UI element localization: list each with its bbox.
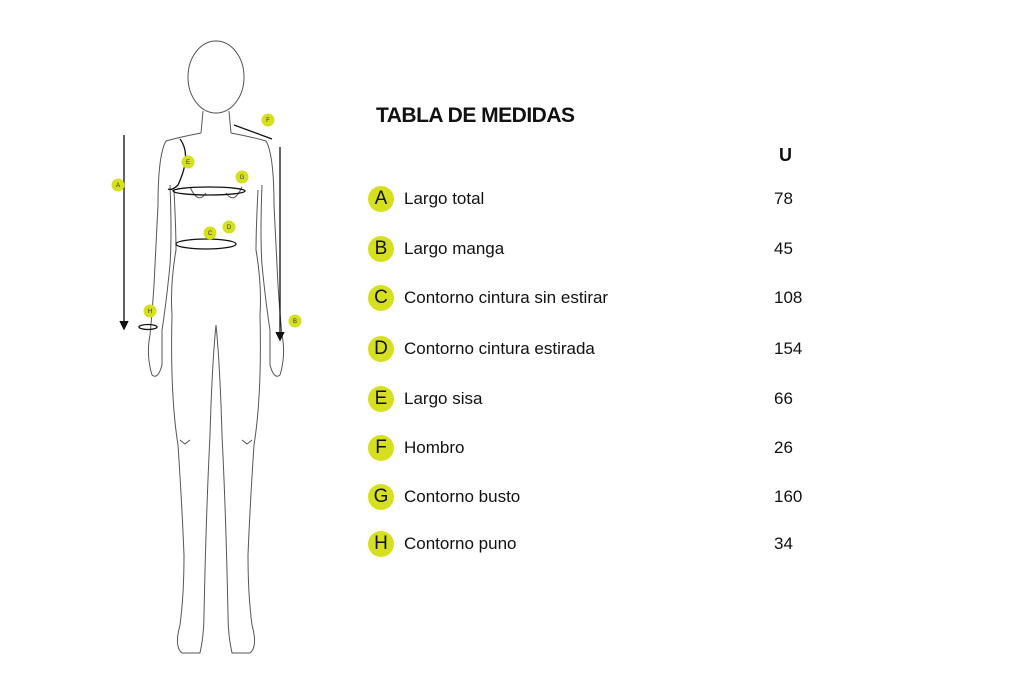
marker-g: G [239,175,245,181]
measurement-letter-badge: H [368,531,394,557]
measurement-row [368,236,828,264]
measurement-label: Contorno puno [404,534,517,553]
measurement-row [368,531,828,559]
measurement-letter-badge: C [368,285,394,311]
measurement-value: 34 [774,534,793,553]
measurement-label: Contorno cintura estirada [404,339,595,358]
measurement-row [368,386,828,414]
measurement-label: Largo sisa [404,389,483,408]
measurement-letter-badge: E [368,386,394,412]
measurement-row [368,336,828,364]
measurement-letter-badge: F [368,435,394,461]
marker-h: H [147,309,153,315]
figure-markers [112,114,302,328]
measurement-value: 66 [774,389,793,408]
measurement-letter-badge: B [368,236,394,262]
measurement-value: 154 [774,339,803,358]
measurement-row [368,484,828,512]
marker-b: B [292,319,298,325]
measurement-value: 78 [774,189,793,208]
body-outline [148,41,283,653]
measurement-label: Hombro [404,438,465,457]
body-measurement-figure [100,35,320,665]
measurement-value: 108 [774,288,803,307]
page-title: TABLA DE MEDIDAS [376,104,575,127]
measurement-row [368,186,828,214]
measurement-label: Contorno cintura sin estirar [404,288,609,307]
marker-c: C [207,231,213,237]
marker-f: F [266,118,270,124]
measurement-row [368,435,828,463]
size-column-header: U [779,145,792,165]
measurement-label: Contorno busto [404,487,521,506]
measurement-letter-badge: G [368,484,394,510]
measurement-value: 45 [774,239,793,258]
measurement-row [368,285,828,313]
measurement-letter-badge: A [368,186,394,212]
marker-d: D [226,225,232,231]
measurement-value: 160 [774,487,803,506]
measurement-label: Largo manga [404,239,505,258]
measurement-label: Largo total [404,189,485,208]
measurement-value: 26 [774,438,793,457]
marker-e: E [185,160,191,166]
measurement-letter-badge: D [368,336,394,362]
marker-a: A [115,183,121,189]
